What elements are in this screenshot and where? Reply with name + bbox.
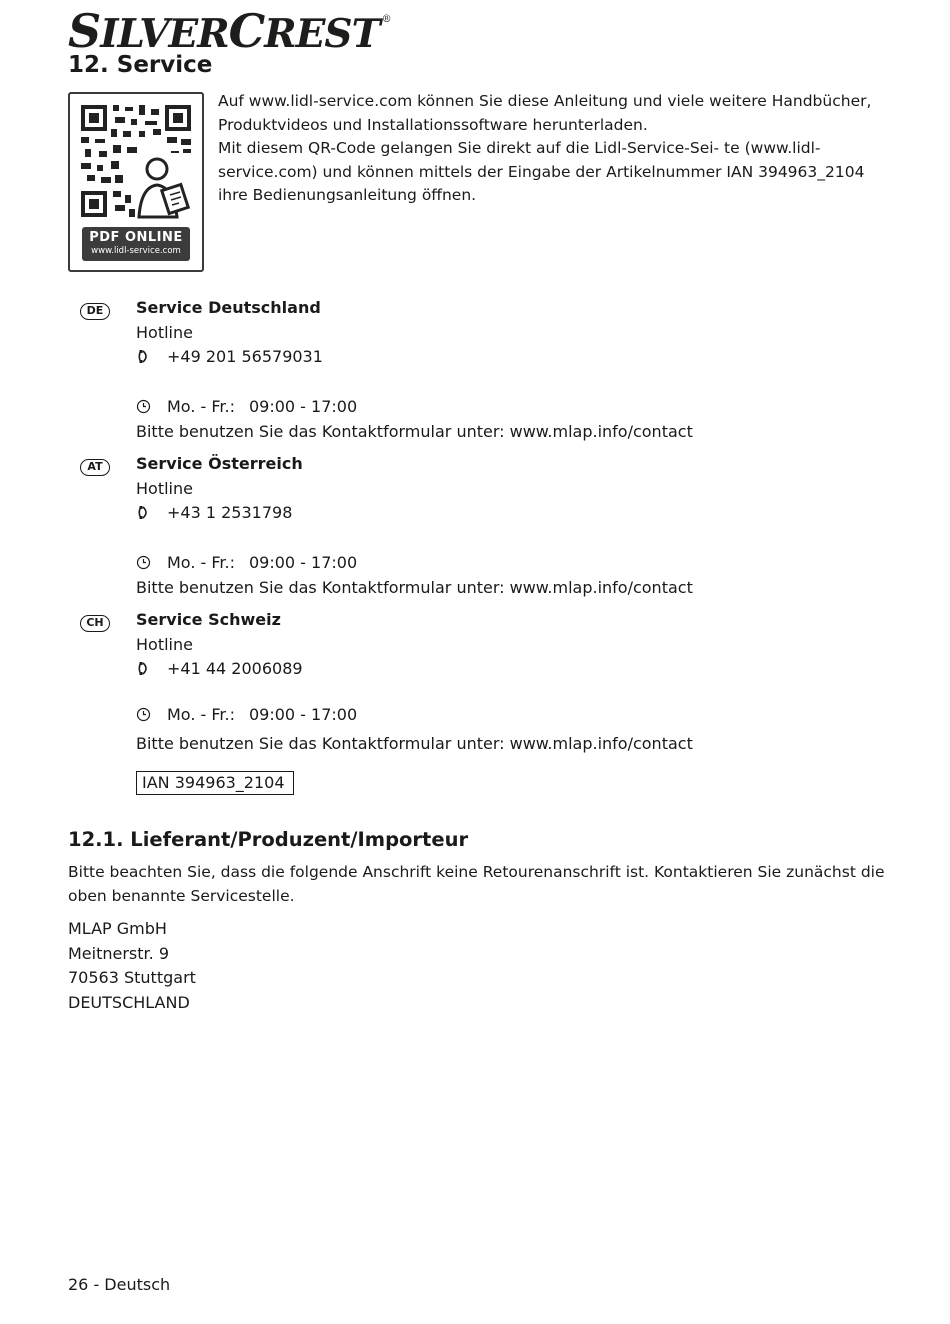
brand-text-rest: REST [264,11,380,57]
pdf-online-badge [82,227,190,261]
registered-mark: ® [381,14,391,25]
hotline-label-at: Hotline [136,479,193,498]
phone-line-de [136,347,323,366]
page-footer: 26 - Deutsch [68,1275,171,1294]
hours-days-ch: Mo. - Fr.: [167,705,235,724]
hours-days-de: Mo. - Fr.: [167,397,235,416]
address-line: 70563 Stuttgart [68,968,196,987]
ian-number-box: IAN 394963_2104 [136,771,294,795]
pdf-badge-url: www.lidl-service.com [91,246,181,256]
supplier-address [68,917,196,1015]
phone-icon [136,661,151,676]
hours-days-at: Mo. - Fr.: [167,553,235,572]
brand-letter-s: S [68,4,101,58]
hours-time-ch: 09:00 - 17:00 [248,705,358,724]
country-badge-de: DE [80,303,110,320]
supplier-title: 12.1. Lieferant/Produzent/Importeur [68,828,469,851]
contact-line-ch: Bitte benutzen Sie das Kontaktformular unter: www.mlap.info/contact [136,734,693,753]
contact-line-de: Bitte benutzen Sie das Kontaktformular unter: www.mlap.info/contact [136,422,693,441]
supplier-note: Bitte beachten Sie, dass die folgende Anschrift keine Retourenanschrift ist. Kontaktieren Sie zunächst die oben benannte Servicestelle. [68,863,885,905]
service-title-at: Service Österreich [136,454,303,473]
clock-icon [136,555,151,570]
hours-time-de: 09:00 - 17:00 [248,397,358,416]
clock-icon [136,707,151,722]
hours-time-at: 09:00 - 17:00 [248,553,358,572]
brand-text-ilver: ILVER [100,11,229,57]
qr-code-icon [81,105,191,219]
hotline-label-de: Hotline [136,323,193,342]
hotline-label-ch: Hotline [136,635,193,654]
phone-line-ch [136,659,303,678]
country-badge-at: AT [80,459,110,476]
service-title-de: Service Deutschland [136,298,321,317]
hours-line-de [136,397,357,416]
contact-line-at: Bitte benutzen Sie das Kontaktformular unter: www.mlap.info/contact [136,578,693,597]
phone-icon [136,505,151,520]
section-title: 12. Service [68,52,213,78]
hours-line-at [136,553,357,572]
hours-line-ch [136,705,357,724]
address-line: Meitnerstr. 9 [68,943,169,963]
country-badge-ch: CH [80,615,110,632]
phone-icon [136,349,151,364]
brand-letter-c: C [228,4,265,58]
phone-number-de[interactable]: +49 201 56579031 [167,347,323,366]
intro-paragraph: Mit diesem QR-Code gelangen Sie direkt auf die Lidl-Service-Sei- te (www.lidl-service.com) und können mittels der Eingabe der Artikelnummer IAN 394963_2104 ihre Bedienungsanleitung öffnen. [218,139,865,204]
brand-logo [68,4,391,58]
intro-text [218,90,878,208]
pdf-badge-title: PDF ONLINE [89,230,183,245]
phone-number-at[interactable]: +43 1 2531798 [167,503,293,522]
clock-icon [136,399,151,414]
address-line: MLAP GmbH [68,919,167,938]
intro-paragraph: Auf www.lidl-service.com können Sie diese Anleitung und viele weitere Handbücher, Produktvideos und Installationssoftware herunterladen. [218,92,872,134]
service-title-ch: Service Schweiz [136,610,281,629]
phone-line-at [136,503,292,522]
qr-code-box[interactable] [68,92,204,272]
phone-number-ch[interactable]: +41 44 2006089 [167,659,303,678]
address-line: DEUTSCHLAND [68,992,190,1012]
